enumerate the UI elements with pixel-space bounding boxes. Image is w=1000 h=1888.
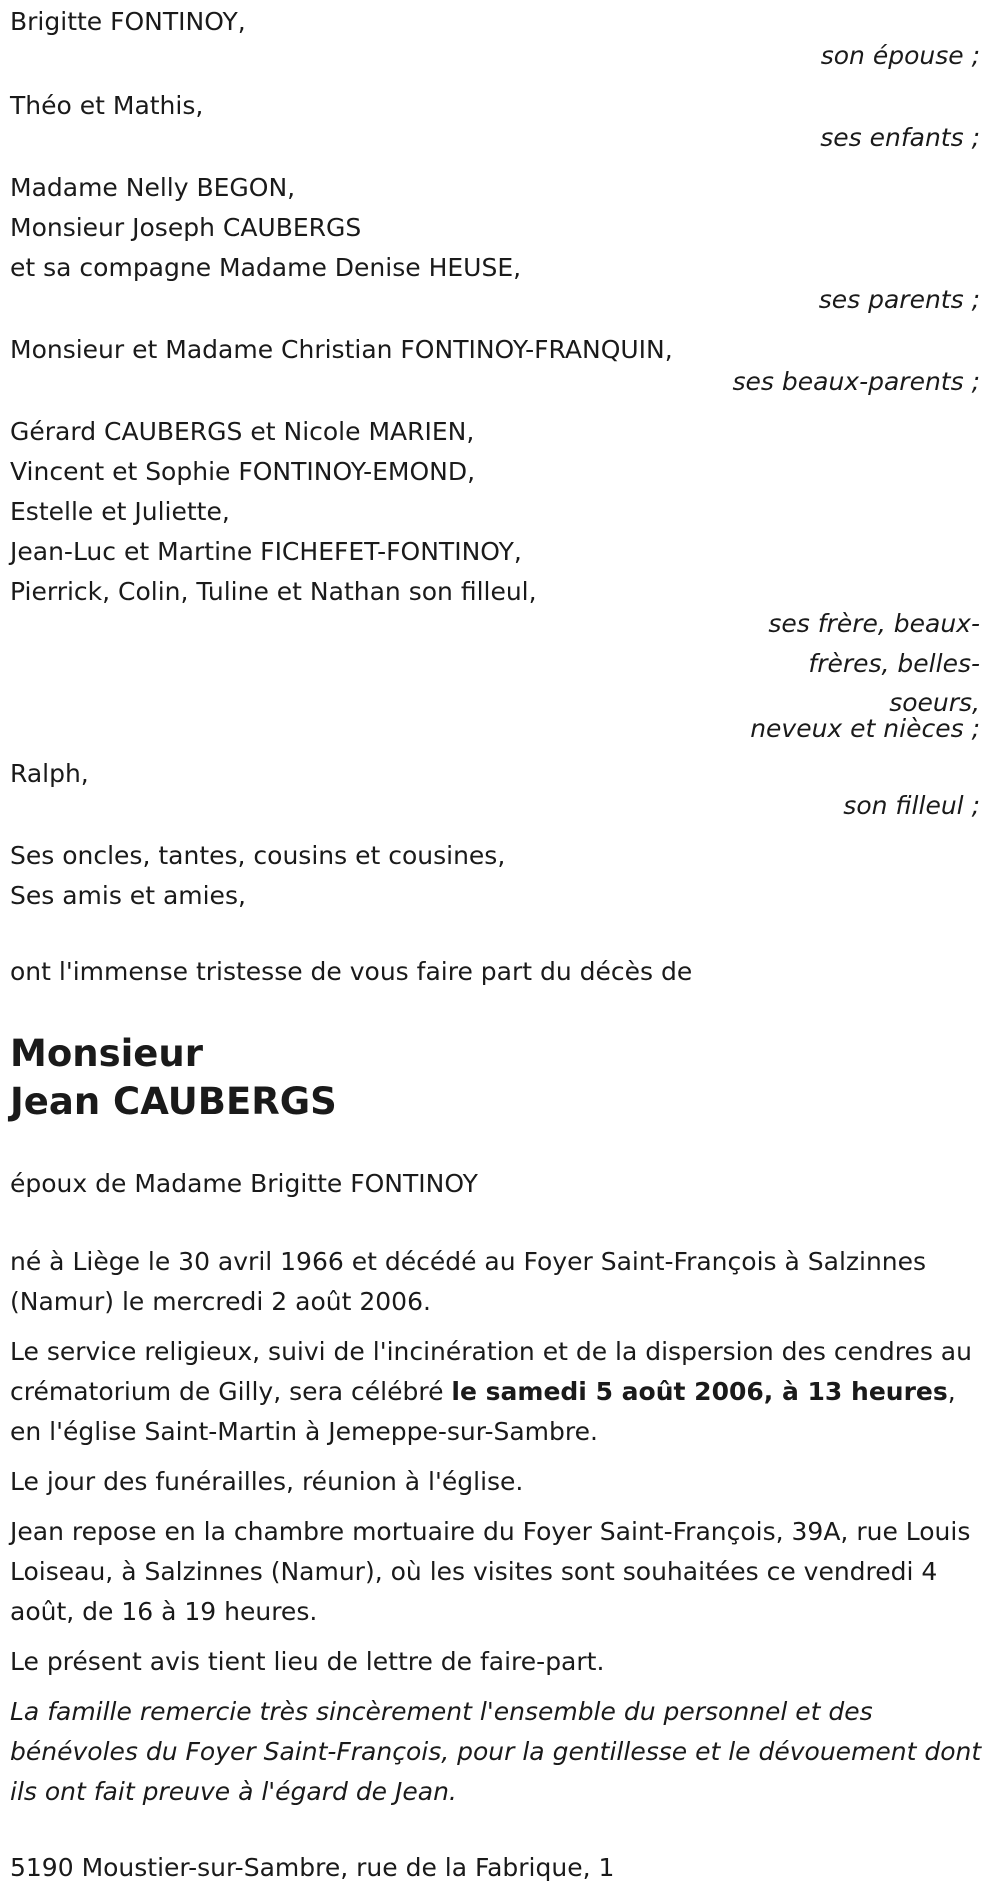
family-role-line: ses frère, beaux- xyxy=(768,609,980,638)
family-role-line: soeurs, xyxy=(889,688,980,717)
extended-family-line: Ses oncles, tantes, cousins et cousines, xyxy=(10,841,506,870)
family-name-line: Estelle et Juliette, xyxy=(10,497,230,526)
extended-family xyxy=(10,836,990,916)
notice-text: Le présent avis tient lieu de lettre de faire-part. xyxy=(10,1647,605,1676)
family-name-line: Gérard CAUBERGS et Nicole MARIEN, xyxy=(10,417,475,446)
family-role: ses enfants ; xyxy=(820,123,980,152)
thanks-text: La famille remercie très sincèrement l'ensemble du personnel et des bénévoles du Foyer Saint-François, pour la gentillesse et le dévouement dont ils ont fait preuve à l'égard de Jean. xyxy=(10,1697,982,1806)
address: 5190 Moustier-sur-Sambre, rue de la Fabrique, 1 xyxy=(10,1853,615,1882)
family-name-line: Théo et Mathis, xyxy=(10,91,204,120)
deceased-title: Monsieur xyxy=(10,1032,203,1075)
family-group-children xyxy=(10,86,990,158)
family-name-line: Pierrick, Colin, Tuline et Nathan son filleul, xyxy=(10,577,537,606)
family-name-line: Vincent et Sophie FONTINOY-EMOND, xyxy=(10,457,476,486)
family-name-line: Madame Nelly BEGON, xyxy=(10,173,296,202)
spouse-line: époux de Madame Brigitte FONTINOY xyxy=(10,1169,478,1198)
family-role: son épouse ; xyxy=(820,41,980,70)
family-name-line: Ralph, xyxy=(10,759,89,788)
family-role-line: neveux et nièces ; xyxy=(750,714,980,743)
deceased-name: Jean CAUBERGS xyxy=(10,1080,337,1123)
family-name-line: et sa compagne Madame Denise HEUSE, xyxy=(10,253,522,282)
meeting-text: Le jour des funérailles, réunion à l'église. xyxy=(10,1467,524,1496)
family-group-parents-in-law xyxy=(10,330,990,402)
family-name-line: Monsieur et Madame Christian FONTINOY-FRANQUIN, xyxy=(10,335,673,364)
family-role: ses beaux-parents ; xyxy=(732,367,980,396)
family-name-line: Jean-Luc et Martine FICHEFET-FONTINOY, xyxy=(10,537,522,566)
family-group-spouse xyxy=(10,0,990,76)
family-group-parents xyxy=(10,168,990,320)
birth-death-text: né à Liège le 30 avril 1966 et décédé au Foyer Saint-François à Salzinnes (Namur) le mercredi 2 août 2006. xyxy=(10,1247,927,1316)
service-text xyxy=(10,1332,990,1452)
family-role: ses parents ; xyxy=(818,285,980,314)
service-text-end: , en l'église Saint-Martin à Jemeppe-sur-Sambre. xyxy=(10,1377,956,1446)
family-name-line: Brigitte FONTINOY, xyxy=(10,7,246,36)
family-group-godson xyxy=(10,754,990,826)
family-group-siblings xyxy=(10,412,990,744)
service-date-time: le samedi 5 août 2006, à 13 heures xyxy=(451,1377,948,1406)
family-role-line: frères, belles- xyxy=(808,649,980,678)
family-name-line: Monsieur Joseph CAUBERGS xyxy=(10,213,362,242)
family-role: son filleul ; xyxy=(843,791,980,820)
announcement: ont l'immense tristesse de vous faire part du décès de xyxy=(10,957,693,986)
deceased-heading xyxy=(10,1030,990,1126)
service-text-start: Le service religieux, suivi de l'incinération et de la dispersion des cendres au crématorium de Gilly, sera célébré xyxy=(10,1337,972,1406)
visitation-text: Jean repose en la chambre mortuaire du Foyer Saint-François, 39A, rue Louis Loiseau, à Salzinnes (Namur), où les visites sont souhaitées ce vendredi 4 août, de 16 à 19 heures. xyxy=(10,1517,971,1626)
extended-family-line: Ses amis et amies, xyxy=(10,881,246,910)
